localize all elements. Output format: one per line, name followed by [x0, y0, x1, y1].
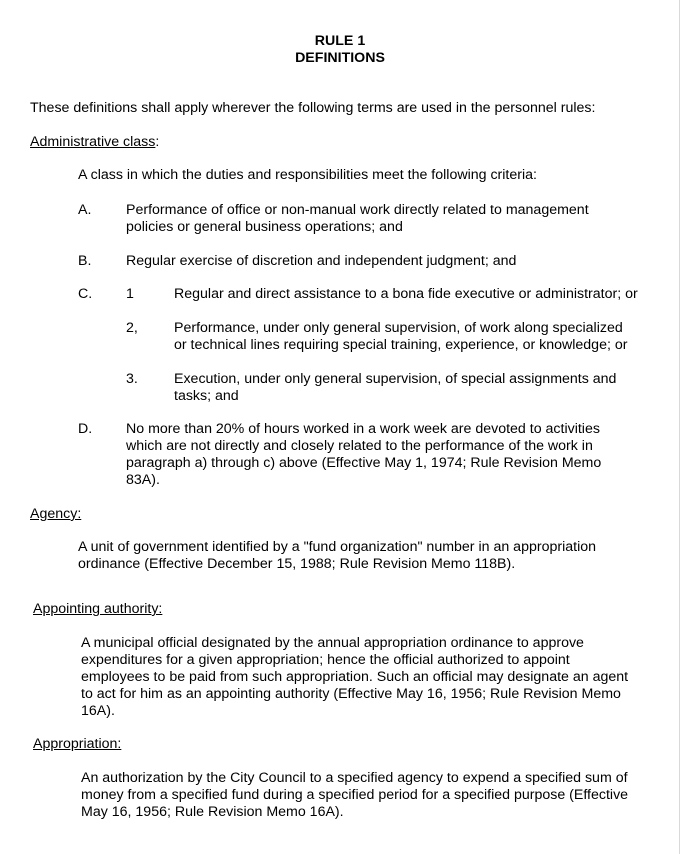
admin-lead: A class in which the duties and responsibilities meet the following criteria: — [78, 167, 537, 183]
item-marker-d: D. — [78, 421, 93, 437]
item-marker-a: A. — [78, 202, 92, 218]
item-d-line: paragraph a) through c) above (Effective May 1, 1974; Rule Revision Memo — [126, 455, 602, 471]
sub-marker-3: 3. — [126, 371, 138, 387]
sub-item-2-line: or technical lines requiring special training, experience, or knowledge; or — [174, 337, 628, 353]
appropriation-line: An authorization by the City Council to a specified agency to expend a specified sum of — [81, 770, 628, 786]
appropriation-line: money from a specified fund during a specified period for a specified purpose (Effective — [81, 787, 629, 803]
item-d-line: which are not directly and closely related to the performance of the work in — [126, 438, 593, 454]
page-title: DEFINITIONS — [295, 50, 385, 66]
agency-line: A unit of government identified by a "fund organization" number in an appropriation — [78, 539, 597, 555]
appointing-line: employees to be paid from such appropriation. Such an official may designate an agent — [81, 669, 629, 685]
appointing-line: 16A). — [81, 703, 115, 719]
term-agency: Agency: — [30, 506, 82, 522]
sub-marker-1: 1 — [126, 286, 134, 302]
sub-item-3-line: tasks; and — [174, 388, 239, 404]
item-a-line: Performance of office or non-manual work directly related to management — [126, 202, 589, 218]
sub-item-1-line: Regular and direct assistance to a bona fide executive or administrator; or — [174, 286, 638, 302]
appointing-line: to act for him as an appointing authority (Effective May 16, 1956; Rule Revision Memo — [81, 686, 621, 702]
agency-line: ordinance (Effective December 15, 1988; Rule Revision Memo 118B). — [78, 556, 516, 572]
term-label: Administrative class — [30, 134, 156, 150]
item-marker-b: B. — [78, 253, 92, 269]
sub-marker-2: 2, — [126, 320, 138, 336]
appointing-line: expenditures for a given appropriation; hence the official authorized to appoint — [81, 652, 570, 668]
sub-item-2-line: Performance, under only general supervision, of work along specialized — [174, 320, 623, 336]
term-appropriation: Appropriation: — [33, 736, 122, 752]
appointing-line: A municipal official designated by the annual appropriation ordinance to approve — [81, 635, 584, 651]
appropriation-line: May 16, 1956; Rule Revision Memo 16A). — [81, 804, 344, 820]
term-colon: : — [155, 134, 160, 150]
item-d-line: 83A). — [126, 472, 160, 488]
sub-item-3-line: Execution, under only general supervision, of special assignments and — [174, 371, 617, 387]
item-a-line: policies or general business operations; and — [126, 219, 403, 235]
item-b-line: Regular exercise of discretion and independent judgment; and — [126, 253, 517, 269]
item-d-line: No more than 20% of hours worked in a work week are devoted to activities — [126, 421, 600, 437]
rule-number: RULE 1 — [314, 33, 366, 49]
term-administrative-class — [30, 134, 159, 151]
item-marker-c: C. — [78, 286, 93, 302]
term-appointing-authority: Appointing authority: — [33, 601, 163, 617]
intro-text: These definitions shall apply wherever the following terms are used in the personnel rules: — [30, 100, 596, 116]
